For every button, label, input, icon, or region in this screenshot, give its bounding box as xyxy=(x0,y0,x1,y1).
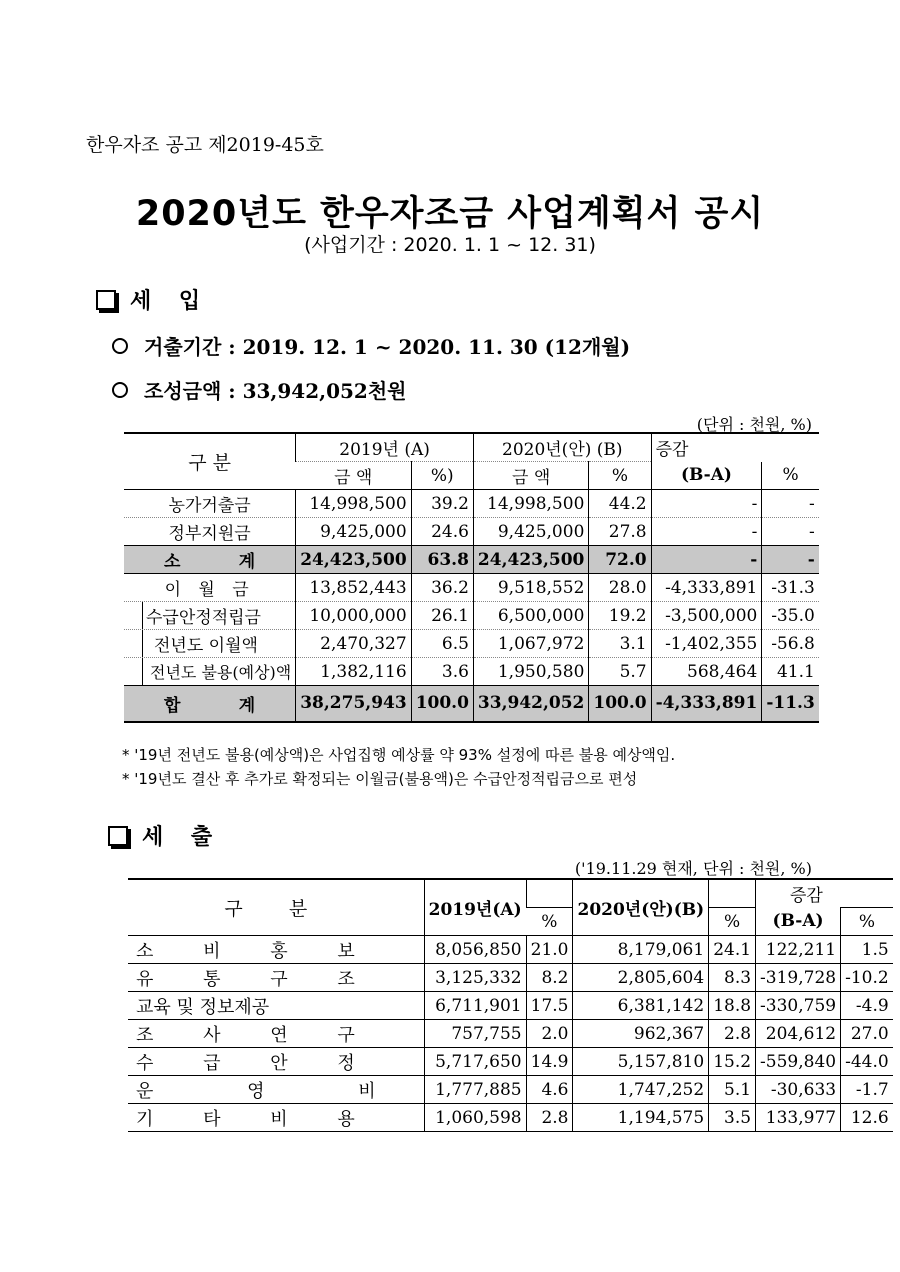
cell: -30,633 xyxy=(756,1076,841,1104)
collection-period xyxy=(112,331,630,360)
income-header-category: 구 분 xyxy=(124,433,296,490)
expense-table xyxy=(128,878,893,1132)
collection-period-text: 거출기간 : 2019. 12. 1 ~ 2020. 11. 30 (12개월) xyxy=(144,335,631,359)
income-heading-text: 세 입 xyxy=(130,288,211,314)
cell: -10.2 xyxy=(841,964,893,992)
cell: -1,402,355 xyxy=(651,630,762,658)
cell: -319,728 xyxy=(756,964,841,992)
cell: - xyxy=(651,518,762,546)
cell: 44.2 xyxy=(589,490,651,518)
fund-amount xyxy=(112,375,406,404)
cell: 5,157,810 xyxy=(573,1048,709,1076)
cell: -330,759 xyxy=(756,992,841,1020)
cell: 122,211 xyxy=(756,936,841,964)
cell: 19.2 xyxy=(589,602,651,630)
cell: 2.8 xyxy=(709,1020,756,1048)
row-label: 정부지원금 xyxy=(124,518,296,546)
cell: 27.8 xyxy=(589,518,651,546)
checkbox-square-icon xyxy=(108,826,128,846)
cell: 36.2 xyxy=(411,574,473,602)
cell: 2.8 xyxy=(526,1104,573,1132)
cell: 3.1 xyxy=(589,630,651,658)
cell: -35.0 xyxy=(762,602,819,630)
page-subtitle: (사업기간 : 2020. 1. 1 ~ 12. 31) xyxy=(304,234,596,256)
cell: -1.7 xyxy=(841,1076,893,1104)
income-heading xyxy=(96,284,210,315)
expense-header-category: 구 분 xyxy=(128,879,424,936)
cell: -44.0 xyxy=(841,1048,893,1076)
cell: 8.3 xyxy=(709,964,756,992)
cell: 5.7 xyxy=(589,658,651,686)
expense-header-diff: (B-A) xyxy=(756,908,841,936)
cell: 6,500,000 xyxy=(473,602,588,630)
cell: 17.5 xyxy=(526,992,573,1020)
cell: 1,747,252 xyxy=(573,1076,709,1104)
table-row xyxy=(128,1104,893,1132)
income-unit: (단위 : 천원, %) xyxy=(696,415,812,434)
cell: 33,942,052 xyxy=(473,686,588,722)
cell: 10,000,000 xyxy=(296,602,411,630)
cell: 39.2 xyxy=(411,490,473,518)
cell: -11.3 xyxy=(762,686,819,722)
row-label: 전년도 이월액 xyxy=(124,630,296,658)
page-title: 2020년도 한우자조금 사업계획서 공시 xyxy=(135,194,765,234)
table-row xyxy=(128,992,893,1020)
cell: 9,518,552 xyxy=(473,574,588,602)
cell: 6,711,901 xyxy=(424,992,526,1020)
expense-heading-text: 세 출 xyxy=(142,824,223,850)
cell: 14.9 xyxy=(526,1048,573,1076)
expense-header-pct-change: % xyxy=(841,908,893,936)
cell: 18.8 xyxy=(709,992,756,1020)
cell: 9,425,000 xyxy=(473,518,588,546)
cell: 1,194,575 xyxy=(573,1104,709,1132)
table-row xyxy=(124,574,819,602)
cell: 6,381,142 xyxy=(573,992,709,1020)
cell: 5,717,650 xyxy=(424,1048,526,1076)
checkbox-square-icon xyxy=(96,290,116,310)
cell: 24,423,500 xyxy=(296,546,411,574)
row-label: 소 계 xyxy=(124,546,296,574)
cell: 24.6 xyxy=(411,518,473,546)
cell: 27.0 xyxy=(841,1020,893,1048)
row-label: 합 계 xyxy=(124,686,296,722)
cell: 1,950,580 xyxy=(473,658,588,686)
cell: -559,840 xyxy=(756,1048,841,1076)
row-label: 운 영 비 xyxy=(128,1076,424,1104)
row-label: 소 비 홍 보 xyxy=(128,936,424,964)
table-row xyxy=(128,1076,893,1104)
expense-header-2019: 2019년(A) xyxy=(424,879,526,936)
table-row xyxy=(124,490,819,518)
expense-header-pct-2019: % xyxy=(526,908,573,936)
cell: 15.2 xyxy=(709,1048,756,1076)
table-row xyxy=(128,936,893,964)
subtotal-row xyxy=(124,546,819,574)
row-label: 기 타 비 용 xyxy=(128,1104,424,1132)
cell: 100.0 xyxy=(411,686,473,722)
cell: 2,470,327 xyxy=(296,630,411,658)
table-row xyxy=(128,1048,893,1076)
cell: 962,367 xyxy=(573,1020,709,1048)
income-header-pct-2020: % xyxy=(589,462,651,490)
cell: -3,500,000 xyxy=(651,602,762,630)
cell: 133,977 xyxy=(756,1104,841,1132)
expense-unit: ('19.11.29 현재, 단위 : 천원, %) xyxy=(574,859,812,878)
cell: 41.1 xyxy=(762,658,819,686)
cell: -56.8 xyxy=(762,630,819,658)
cell: 14,998,500 xyxy=(473,490,588,518)
table-row xyxy=(128,1020,893,1048)
circle-bullet-icon xyxy=(112,338,128,354)
cell: -4,333,891 xyxy=(651,686,762,722)
cell: 4.6 xyxy=(526,1076,573,1104)
fund-amount-text: 조성금액 : 33,942,052천원 xyxy=(144,379,407,403)
income-header-pct-change: % xyxy=(762,462,819,490)
cell: 757,755 xyxy=(424,1020,526,1048)
income-table xyxy=(124,432,819,723)
income-header-amount-2020: 금 액 xyxy=(473,462,588,490)
total-row xyxy=(124,686,819,722)
cell: - xyxy=(651,490,762,518)
cell: - xyxy=(651,546,762,574)
table-row xyxy=(124,518,819,546)
row-label: 유 통 구 조 xyxy=(128,964,424,992)
cell: 8,179,061 xyxy=(573,936,709,964)
cell: 63.8 xyxy=(411,546,473,574)
cell: 568,464 xyxy=(651,658,762,686)
cell: 26.1 xyxy=(411,602,473,630)
cell: 72.0 xyxy=(589,546,651,574)
income-header-change: 증감 xyxy=(651,433,819,462)
cell: 1,382,116 xyxy=(296,658,411,686)
cell: 14,998,500 xyxy=(296,490,411,518)
cell: 3.6 xyxy=(411,658,473,686)
footnote-1: * '19년 전년도 불용(예상액)은 사업집행 예상률 약 93% 설정에 따른 불용 예상액임. xyxy=(122,746,676,764)
row-label: 수 급 안 정 xyxy=(128,1048,424,1076)
expense-header-change: 증감 xyxy=(756,879,893,908)
cell: 2,805,604 xyxy=(573,964,709,992)
row-label: 농가거출금 xyxy=(124,490,296,518)
table-row xyxy=(128,964,893,992)
cell: 204,612 xyxy=(756,1020,841,1048)
cell: 1,067,972 xyxy=(473,630,588,658)
cell: 3,125,332 xyxy=(424,964,526,992)
cell: - xyxy=(762,518,819,546)
cell: -4.9 xyxy=(841,992,893,1020)
cell: 6.5 xyxy=(411,630,473,658)
row-label: 교육 및 정보제공 xyxy=(128,992,424,1020)
cell: 5.1 xyxy=(709,1076,756,1104)
income-header-pct-2019: %) xyxy=(411,462,473,490)
cell: 24,423,500 xyxy=(473,546,588,574)
cell: -4,333,891 xyxy=(651,574,762,602)
circle-bullet-icon xyxy=(112,382,128,398)
cell: 2.0 xyxy=(526,1020,573,1048)
expense-heading xyxy=(108,820,222,851)
income-header-2020: 2020년(안) (B) xyxy=(473,433,651,462)
expense-header-pct-2020: % xyxy=(709,908,756,936)
table-row xyxy=(124,602,819,630)
income-header-2019: 2019년 (A) xyxy=(296,433,474,462)
cell: 1.5 xyxy=(841,936,893,964)
row-label: 이 월 금 xyxy=(124,574,296,602)
cell: 3.5 xyxy=(709,1104,756,1132)
row-label: 수급안정적립금 xyxy=(124,602,296,630)
cell: 8,056,850 xyxy=(424,936,526,964)
footnote-2: * '19년도 결산 후 추가로 확정되는 이월금(불용액)은 수급안정적립금으로 편성 xyxy=(122,770,638,788)
expense-header-2020: 2020년(안)(B) xyxy=(573,879,709,936)
cell: 24.1 xyxy=(709,936,756,964)
cell: 8.2 xyxy=(526,964,573,992)
cell: 1,777,885 xyxy=(424,1076,526,1104)
cell: - xyxy=(762,546,819,574)
cell: -31.3 xyxy=(762,574,819,602)
cell: 1,060,598 xyxy=(424,1104,526,1132)
cell: 38,275,943 xyxy=(296,686,411,722)
row-label: 전년도 불용(예상)액 xyxy=(124,658,296,686)
cell: 100.0 xyxy=(589,686,651,722)
cell: 28.0 xyxy=(589,574,651,602)
table-row xyxy=(124,658,819,686)
cell: 21.0 xyxy=(526,936,573,964)
cell: - xyxy=(762,490,819,518)
notice-number: 한우자조 공고 제2019-45호 xyxy=(86,134,324,156)
income-header-amount-2019: 금 액 xyxy=(296,462,411,490)
cell: 12.6 xyxy=(841,1104,893,1132)
income-header-diff: (B-A) xyxy=(651,462,762,490)
cell: 9,425,000 xyxy=(296,518,411,546)
row-label: 조 사 연 구 xyxy=(128,1020,424,1048)
table-row xyxy=(124,630,819,658)
cell: 13,852,443 xyxy=(296,574,411,602)
